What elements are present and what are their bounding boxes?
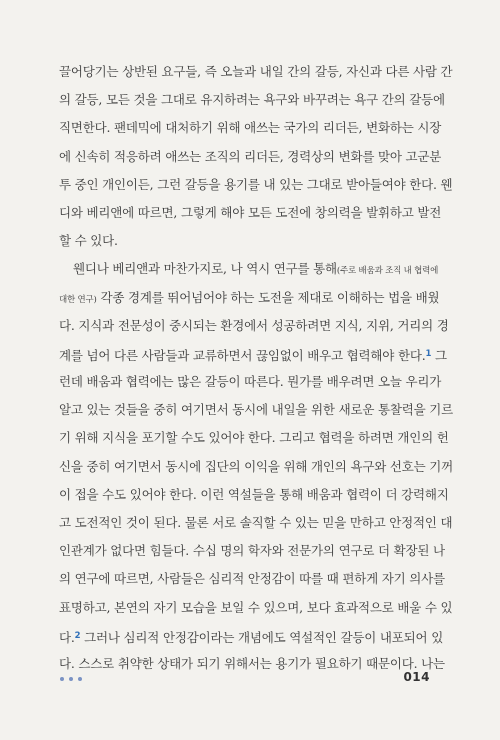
text-line <box>59 340 447 368</box>
text-line <box>59 284 440 312</box>
dot-icon <box>78 677 82 681</box>
text-segment: 웬디나 베리앤과 마찬가지로, 나 역시 연구를 통해 <box>73 261 337 277</box>
text-line: 인관계가 없다면 힘들다. 수십 명의 학자와 전문가의 연구로 더 확장된 나 <box>59 543 445 559</box>
text-line: 고 도전적인 것이 된다. 물론 서로 솔직할 수 있는 믿을 만하고 안정적인 대 <box>59 515 453 530</box>
page-number: 014 <box>403 670 430 684</box>
text-line: 끌어당기는 상반된 요구들, 즉 오늘과 내일 간의 갈등, 자신과 다른 사람 간 <box>59 64 453 79</box>
text-line: 의 갈등, 모든 것을 그대로 유지하려는 욕구와 바꾸려는 욕구 간의 갈등에 <box>59 92 445 108</box>
text-line: 런데 배움과 협력에는 많은 갈등이 따른다. 뭔가를 배우려면 오늘 우리가 <box>59 374 442 390</box>
footnote-marker[interactable]: 2 <box>74 630 81 641</box>
text-line: 디와 베리앤에 따르면, 그렇게 해야 모든 도전에 창의력을 발휘하고 발전 <box>59 204 442 220</box>
text-line: 투 중인 개인이든, 그런 갈등을 용기를 내 있는 그대로 받아들여야 한다. 웬 <box>59 176 453 192</box>
text-segment: 다. <box>59 629 75 645</box>
text-line: 표명하고, 본연의 자기 모습을 보일 수 있으며, 보다 효과적으로 배울 수 있 <box>59 599 453 615</box>
text-line: 신을 중히 여기면서 동시에 집단의 이익을 위해 개인의 욕구와 선호는 기꺼 <box>59 458 453 474</box>
text-segment: 그러나 심리적 안정감이라는 개념에도 역설적인 갈등이 내포되어 있 <box>80 629 444 645</box>
dot-icon <box>69 677 73 681</box>
text-line: 할 수 있다. <box>59 233 118 249</box>
text-line: 직면한다. 팬데믹에 대처하기 위해 애쓰는 국가의 리더든, 변화하는 시장 <box>59 120 442 136</box>
text-line <box>59 255 439 283</box>
text-line: 에 신속히 적응하려 애쓰는 조직의 리더든, 경력상의 변화를 맞아 고군분 <box>59 148 442 164</box>
body-text <box>59 58 453 678</box>
text-segment: 각종 경계를 뛰어넘어야 하는 도전을 제대로 이해하는 법을 배웠 <box>96 289 440 305</box>
text-line: 다. 스스로 취약한 상태가 되기 위해서는 용기가 필요하기 때문이다. 나는 <box>59 655 445 671</box>
text-segment: 그 <box>431 347 447 363</box>
footnote-marker[interactable]: 1 <box>425 348 432 359</box>
text-line: 기 위해 지식을 포기할 수도 있어야 한다. 그리고 협력을 하려면 개인의 헌 <box>59 430 449 446</box>
text-line: 다. 지식과 전문성이 중시되는 환경에서 성공하려면 지식, 지위, 거리의 경 <box>59 317 449 333</box>
text-line: 알고 있는 것들을 중히 여기면서 동시에 내일을 위한 새로운 통찰력을 기르 <box>59 402 453 418</box>
parenthetical-note: 대한 연구) <box>59 294 97 305</box>
text-line: 의 연구에 따르면, 사람들은 심리적 안정감이 따를 때 편하게 자기 의사를 <box>59 571 445 587</box>
text-line <box>59 622 444 650</box>
parenthetical-note: (주로 배움과 조직 내 협력에 <box>336 266 439 277</box>
text-segment: 계를 넘어 다른 사람들과 교류하면서 끊임없이 배우고 협력해야 한다. <box>59 347 426 363</box>
dot-icon <box>60 677 64 681</box>
text-line: 이 접을 수도 있어야 한다. 이런 역설들을 통해 배움과 협력이 더 강력해지 <box>59 486 449 502</box>
ellipsis-ornament-icon <box>60 677 82 681</box>
